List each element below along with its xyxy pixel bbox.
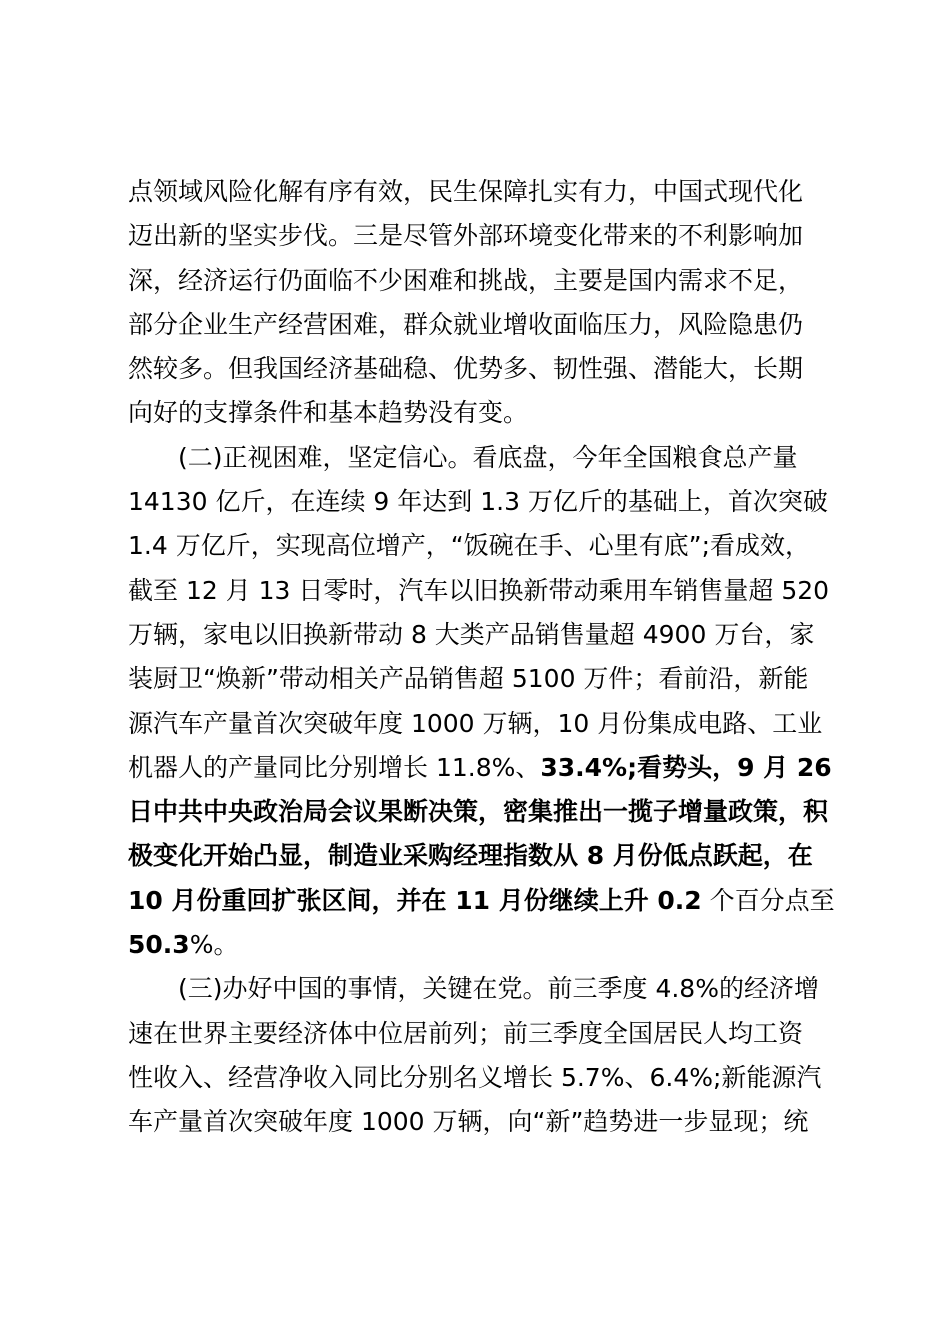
text-line — [128, 702, 833, 746]
bold-text-segment: 10 月份重回扩张区间，并在 11 月份继续上升 0.2 — [128, 885, 702, 915]
text-segment: 万辆，家电以旧换新带动 8 大类产品销售量超 4900 万台，家 — [128, 619, 815, 649]
text-line — [128, 1012, 833, 1056]
text-line — [128, 436, 833, 480]
text-segment: 性收入、经营净收入同比分别名义增长 5.7%、6.4%;新能源汽 — [128, 1062, 822, 1092]
text-segment: 车产量首次突破年度 1000 万辆，向“新”趋势进一步显现；统 — [128, 1107, 809, 1137]
text-line — [128, 967, 833, 1011]
bold-text-segment: 极变化开始凸显，制造业采购经理指数从 8 月份低点跃起，在 — [128, 841, 813, 871]
text-segment: 截至 12 月 13 日零时，汽车以旧换新带动乘用车销售量超 520 — [128, 575, 830, 605]
text-segment: 向好的支撑条件和基本趋势没有变。 — [128, 398, 529, 428]
text-line — [128, 391, 833, 435]
text-line — [128, 746, 833, 790]
bold-text-segment: 33.4%;看势头，9 月 26 — [540, 752, 832, 782]
text-line — [128, 569, 833, 613]
text-line — [128, 879, 833, 923]
text-segment: 源汽车产量首次突破年度 1000 万辆，10 月份集成电路、工业 — [128, 708, 823, 738]
text-segment: 点领域风险化解有序有效，民生保障扎实有力，中国式现代化 — [128, 177, 804, 206]
text-line — [128, 657, 833, 701]
text-segment: 然较多。但我国经济基础稳、优势多、韧性强、潜能大，长期 — [128, 354, 804, 384]
text-line — [128, 834, 833, 878]
bold-text-segment: 日中共中央政治局会议果断决策，密集推出一揽子增量政策，积 — [128, 797, 829, 827]
text-line — [128, 613, 833, 657]
text-line — [128, 1100, 833, 1144]
text-segment: 1.4 万亿斤，实现高位增产，“饭碗在手、心里有底”;看成效， — [128, 531, 811, 561]
text-line — [128, 1056, 833, 1100]
text-segment: 装厨卫“焕新”带动相关产品销售超 5100 万件；看前沿，新能 — [128, 664, 809, 694]
text-segment: 14130 亿斤，在连续 9 年达到 1.3 万亿斤的基础上，首次突破 — [128, 487, 828, 517]
text-segment: 个百分点至 — [701, 885, 835, 915]
text-line — [128, 347, 833, 391]
text-line — [128, 790, 833, 834]
text-segment: 迈出新的坚实步伐。三是尽管外部环境变化带来的不利影响加 — [128, 221, 804, 251]
bold-text-segment: 50.3 — [128, 930, 190, 960]
text-line — [128, 524, 833, 568]
text-segment: 部分企业生产经营困难，群众就业增收面临压力，风险隐患仍 — [128, 309, 804, 339]
text-line — [128, 259, 833, 303]
text-segment: (二)正视困难，坚定信心。看底盘，今年全国粮食总产量 — [178, 442, 798, 472]
text-line — [128, 170, 833, 214]
body-text — [128, 170, 833, 1145]
text-line — [128, 480, 833, 524]
text-segment: (三)办好中国的事情，关键在党。前三季度 4.8%的经济增 — [178, 974, 819, 1004]
text-line — [128, 303, 833, 347]
text-segment: 机器人的产量同比分别增长 11.8%、 — [128, 752, 541, 782]
text-segment: 速在世界主要经济体中位居前列；前三季度全国居民人均工资 — [128, 1018, 804, 1048]
text-segment: 深，经济运行仍面临不少困难和挑战，主要是国内需求不足， — [128, 265, 804, 295]
text-segment: %。 — [189, 930, 239, 960]
text-line — [128, 214, 833, 258]
text-line — [128, 923, 833, 967]
